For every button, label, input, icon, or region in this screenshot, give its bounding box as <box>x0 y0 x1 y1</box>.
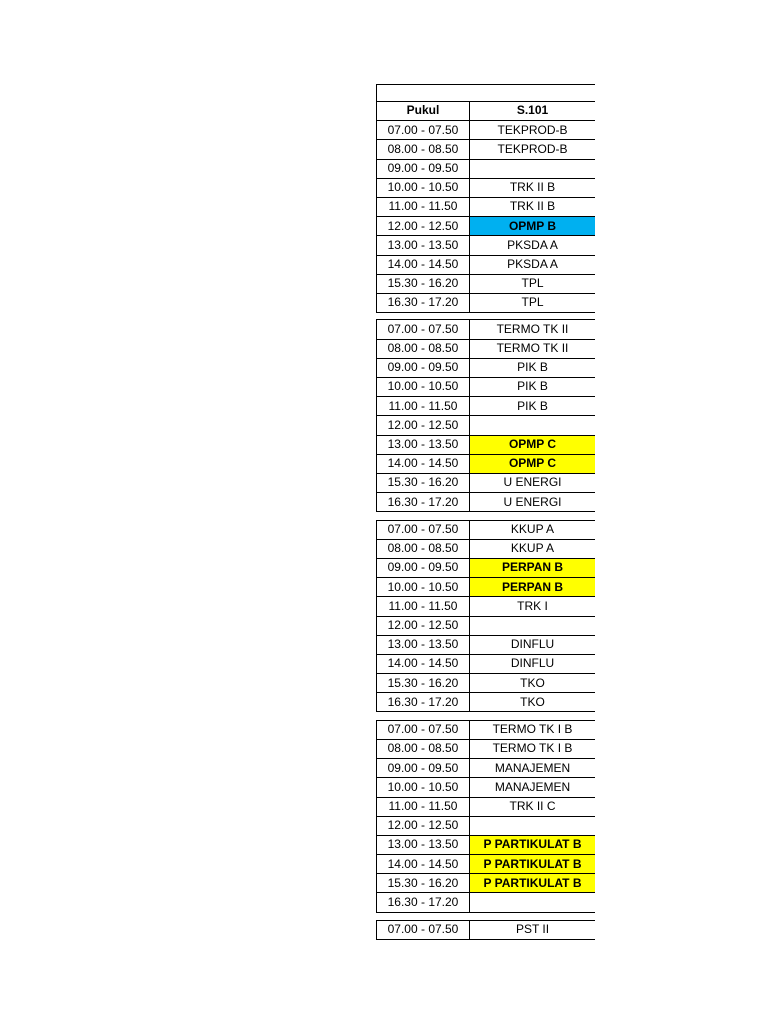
time-slot-cell: 12.00 - 12.50 <box>377 616 470 635</box>
table-row <box>377 377 596 396</box>
time-slot-cell: 12.00 - 12.50 <box>377 217 470 236</box>
table-row <box>377 197 596 216</box>
time-slot-cell: 09.00 - 09.50 <box>377 558 470 577</box>
time-slot-cell: 10.00 - 10.50 <box>377 178 470 197</box>
time-slot-cell: 15.30 - 16.20 <box>377 874 470 893</box>
course-cell: PKSDA A <box>470 255 596 274</box>
time-slot-cell: 09.00 - 09.50 <box>377 358 470 377</box>
time-slot-cell: 07.00 - 07.50 <box>377 520 470 539</box>
table-row <box>377 759 596 778</box>
time-column-header: Pukul <box>377 102 470 121</box>
table-row <box>377 539 596 558</box>
header-row <box>377 102 596 121</box>
table-row <box>377 693 596 712</box>
table-row <box>377 121 596 140</box>
time-slot-cell: 11.00 - 11.50 <box>377 197 470 216</box>
time-slot-cell: 10.00 - 10.50 <box>377 578 470 597</box>
course-cell: TERMO TK I B <box>470 720 596 739</box>
course-cell: TERMO TK II <box>470 339 596 358</box>
course-cell: OPMP C <box>470 435 596 454</box>
course-cell: TRK II C <box>470 797 596 816</box>
course-cell <box>470 816 596 835</box>
course-cell <box>470 616 596 635</box>
course-cell: PST II <box>470 921 596 940</box>
time-slot-cell: 14.00 - 14.50 <box>377 654 470 673</box>
course-cell <box>470 416 596 435</box>
schedule-block-1 <box>376 101 595 313</box>
table-row <box>377 473 596 492</box>
time-slot-cell: 14.00 - 14.50 <box>377 855 470 874</box>
course-cell: TKO <box>470 693 596 712</box>
course-cell: MANAJEMEN <box>470 778 596 797</box>
time-slot-cell: 11.00 - 11.50 <box>377 797 470 816</box>
table-row <box>377 893 596 912</box>
course-cell: MANAJEMEN <box>470 759 596 778</box>
course-cell: P PARTIKULAT B <box>470 835 596 854</box>
schedule-block-5 <box>376 920 595 940</box>
course-cell: TERMO TK I B <box>470 739 596 758</box>
time-slot-cell: 16.30 - 17.20 <box>377 693 470 712</box>
course-cell: TRK II B <box>470 197 596 216</box>
course-cell: PIK B <box>470 358 596 377</box>
time-slot-cell: 13.00 - 13.50 <box>377 835 470 854</box>
time-slot-cell: 10.00 - 10.50 <box>377 778 470 797</box>
table-row <box>377 874 596 893</box>
course-cell: TRK II B <box>470 178 596 197</box>
schedule-block-3 <box>376 520 595 713</box>
course-cell: TEKPROD-B <box>470 121 596 140</box>
course-cell: OPMP C <box>470 454 596 473</box>
table-row <box>377 797 596 816</box>
time-slot-cell: 15.30 - 16.20 <box>377 473 470 492</box>
course-cell: OPMP B <box>470 217 596 236</box>
table-row <box>377 255 596 274</box>
time-slot-cell: 09.00 - 09.50 <box>377 159 470 178</box>
course-cell: TPL <box>470 274 596 293</box>
table-row <box>377 320 596 339</box>
time-slot-cell: 08.00 - 08.50 <box>377 539 470 558</box>
course-cell: U ENERGI <box>470 493 596 512</box>
time-slot-cell: 08.00 - 08.50 <box>377 739 470 758</box>
table-row <box>377 217 596 236</box>
table-row <box>377 140 596 159</box>
table-row <box>377 159 596 178</box>
table-row <box>377 274 596 293</box>
course-cell <box>470 893 596 912</box>
time-slot-cell: 08.00 - 08.50 <box>377 339 470 358</box>
time-slot-cell: 11.00 - 11.50 <box>377 397 470 416</box>
course-cell: TRK I <box>470 597 596 616</box>
course-cell: PERPAN B <box>470 558 596 577</box>
time-slot-cell: 12.00 - 12.50 <box>377 816 470 835</box>
table-row <box>377 739 596 758</box>
table-row <box>377 597 596 616</box>
schedule-block-2 <box>376 319 595 512</box>
course-cell: PIK B <box>470 397 596 416</box>
table-row <box>377 835 596 854</box>
table-row <box>377 558 596 577</box>
time-slot-cell: 07.00 - 07.50 <box>377 320 470 339</box>
table-row <box>377 816 596 835</box>
course-cell: DINFLU <box>470 635 596 654</box>
time-slot-cell: 13.00 - 13.50 <box>377 236 470 255</box>
table-row <box>377 616 596 635</box>
table-row <box>377 339 596 358</box>
time-slot-cell: 13.00 - 13.50 <box>377 435 470 454</box>
room-column-header: S.101 <box>470 102 596 121</box>
table-row <box>377 720 596 739</box>
table-row <box>377 236 596 255</box>
table-row <box>377 493 596 512</box>
table-row <box>377 674 596 693</box>
course-cell: DINFLU <box>470 654 596 673</box>
time-slot-cell: 16.30 - 17.20 <box>377 293 470 312</box>
course-cell: PERPAN B <box>470 578 596 597</box>
course-cell: TEKPROD-B <box>470 140 596 159</box>
course-cell: P PARTIKULAT B <box>470 855 596 874</box>
table-row <box>377 178 596 197</box>
course-cell: TPL <box>470 293 596 312</box>
time-slot-cell: 07.00 - 07.50 <box>377 921 470 940</box>
course-cell: TKO <box>470 674 596 693</box>
table-row <box>377 416 596 435</box>
time-slot-cell: 12.00 - 12.50 <box>377 416 470 435</box>
time-slot-cell: 08.00 - 08.50 <box>377 140 470 159</box>
table-row <box>377 454 596 473</box>
table-row <box>377 855 596 874</box>
time-slot-cell: 16.30 - 17.20 <box>377 893 470 912</box>
time-slot-cell: 15.30 - 16.20 <box>377 674 470 693</box>
course-cell: PKSDA A <box>470 236 596 255</box>
table-row <box>377 435 596 454</box>
course-cell: TERMO TK II <box>470 320 596 339</box>
schedule-sheet <box>376 84 595 941</box>
time-slot-cell: 11.00 - 11.50 <box>377 597 470 616</box>
sheet-top-border <box>376 84 595 85</box>
sheet-top-left-border <box>376 84 377 101</box>
table-row <box>377 397 596 416</box>
course-cell: PIK B <box>470 377 596 396</box>
time-slot-cell: 07.00 - 07.50 <box>377 121 470 140</box>
time-slot-cell: 09.00 - 09.50 <box>377 759 470 778</box>
course-cell: KKUP A <box>470 539 596 558</box>
time-slot-cell: 14.00 - 14.50 <box>377 454 470 473</box>
table-row <box>377 293 596 312</box>
course-cell: U ENERGI <box>470 473 596 492</box>
table-row <box>377 635 596 654</box>
time-slot-cell: 13.00 - 13.50 <box>377 635 470 654</box>
time-slot-cell: 16.30 - 17.20 <box>377 493 470 512</box>
time-slot-cell: 15.30 - 16.20 <box>377 274 470 293</box>
course-cell: KKUP A <box>470 520 596 539</box>
time-slot-cell: 14.00 - 14.50 <box>377 255 470 274</box>
table-row <box>377 654 596 673</box>
table-row <box>377 778 596 797</box>
time-slot-cell: 10.00 - 10.50 <box>377 377 470 396</box>
table-row <box>377 358 596 377</box>
table-row <box>377 578 596 597</box>
schedule-block-4 <box>376 720 595 913</box>
table-row <box>377 921 596 940</box>
table-row <box>377 520 596 539</box>
course-cell <box>470 159 596 178</box>
time-slot-cell: 07.00 - 07.50 <box>377 720 470 739</box>
course-cell: P PARTIKULAT B <box>470 874 596 893</box>
